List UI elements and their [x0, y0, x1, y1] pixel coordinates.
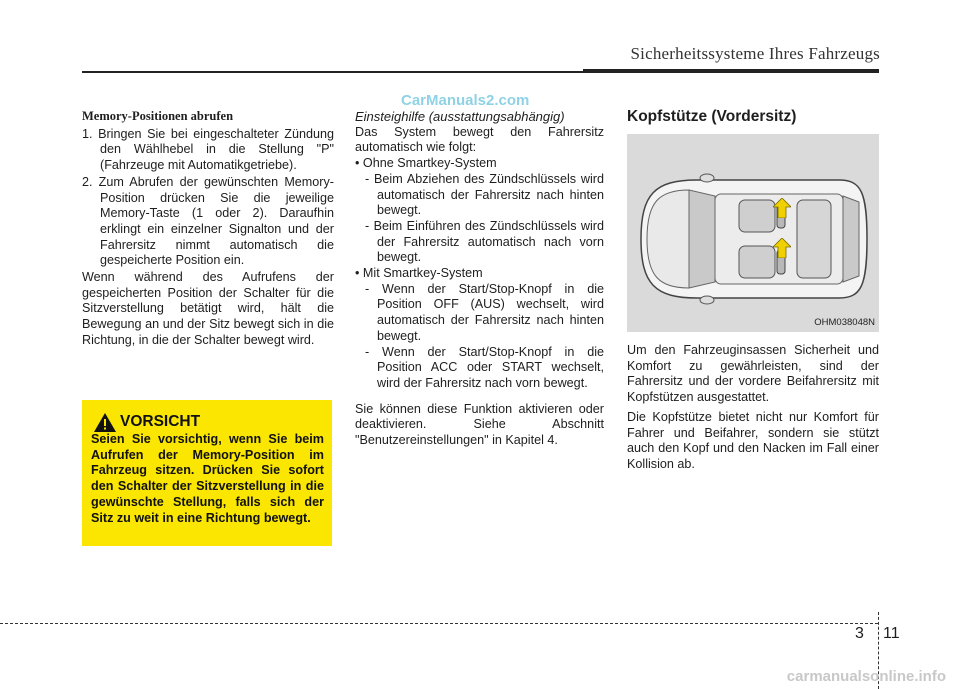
entry-assist-paragraph: Sie können diese Funktion aktivieren oder deaktivieren. Siehe Abschnitt "Benutzereinstellungen" in Kapitel 4. [355, 401, 604, 448]
watermark-bottom: carmanualsonline.info [786, 668, 946, 685]
step-2: 2. Zum Abrufen der gewünschten Memory-Position drücken Sie die jeweilige Memory-Taste (1 oder 2). Daraufhin erklingt ein einzelner Signalton und der Fahrersitz nimmt automatisch die gespeicherte Position ein. [82, 174, 334, 268]
up-arrow-icon [773, 238, 791, 258]
warning-triangle-icon [94, 413, 116, 432]
memory-heading: Memory-Positionen abrufen [82, 109, 234, 123]
bullet-with-smartkey: • Mit Smartkey-System [355, 266, 483, 281]
up-arrow-icon [773, 198, 791, 218]
column-3-text [627, 343, 879, 473]
column-2 [355, 109, 604, 449]
dash-item: - Wenn der Start/Stop-Knopf in die Position ACC oder START wechselt, wird der Fahrersitz nach vorn bewegt. [365, 344, 604, 390]
column-3 [627, 109, 879, 135]
dash-item: - Wenn der Start/Stop-Knopf in die Position OFF (AUS) wechselt, wird automatisch der Fahrersitz nach hinten bewegt. [365, 281, 604, 343]
figure-caption: OHM038048N [814, 317, 875, 328]
entry-assist-intro: Das System bewegt den Fahrersitz automatisch wie folgt: [355, 124, 604, 155]
chapter-number: 3 [855, 625, 864, 642]
headrest-title: Kopfstütze (Vordersitz) [627, 108, 797, 125]
car-seat-figure [627, 134, 879, 332]
car-top-view-illustration [627, 134, 879, 332]
column-1 [82, 109, 334, 349]
headrest-para-2: Die Kopfstütze bietet nicht nur Komfort für Fahrer und Beifahrer, sondern sie stützt auch den Kopf und den Nacken im Fall einer Kollision ab. [627, 409, 879, 471]
step-1: 1. Bringen Sie bei eingeschalteter Zündung den Wählhebel in die Stellung "P" (Fahrzeuge mit Automatikgetriebe). [82, 126, 334, 173]
footer-rule [0, 623, 878, 624]
bullet-without-smartkey: • Ohne Smartkey-System [355, 156, 497, 171]
caution-title: VORSICHT [120, 413, 201, 430]
header-rule-accent [583, 69, 879, 73]
headrest-para-1: Um den Fahrzeuginsassen Sicherheit und Komfort zu gewährleisten, sind der Fahrersitz und der vordere Beifahrersitz mit Kopfstützen ausgestattet. [627, 343, 879, 405]
dash-item: - Beim Einführen des Zündschlüssels wird der Fahrersitz automatisch nach vorn bewegt. [365, 218, 604, 265]
memory-paragraph: Wenn während des Aufrufens der gespeicherten Position der Schalter für die Sitzverstellung betätigt wird, hält die Bewegung an und der Sitz bewegt sich in die Richtung, in die der Schalter bewegt wird. [82, 270, 334, 347]
watermark-top: CarManuals2.com [401, 92, 530, 109]
page-number: 11 [883, 625, 900, 642]
header-title: Sicherheitssysteme Ihres Fahrzeugs [630, 44, 880, 63]
caution-box [82, 400, 332, 546]
entry-assist-heading: Einsteighilfe (ausstattungsabhängig) [355, 109, 565, 124]
caution-body: Seien Sie vorsichtig, wenn Sie beim Aufrufen der Memory-Position im Fahrzeug sitzen. Drücken Sie sofort den Schalter der Sitzverstellung in die gewünschte Stellung, falls sich der Sitz zu weit in eine Richtung bewegt. [91, 432, 324, 525]
dash-item: - Beim Abziehen des Zündschlüssels wird automatisch der Fahrersitz nach hinten bewegt. [365, 171, 604, 218]
